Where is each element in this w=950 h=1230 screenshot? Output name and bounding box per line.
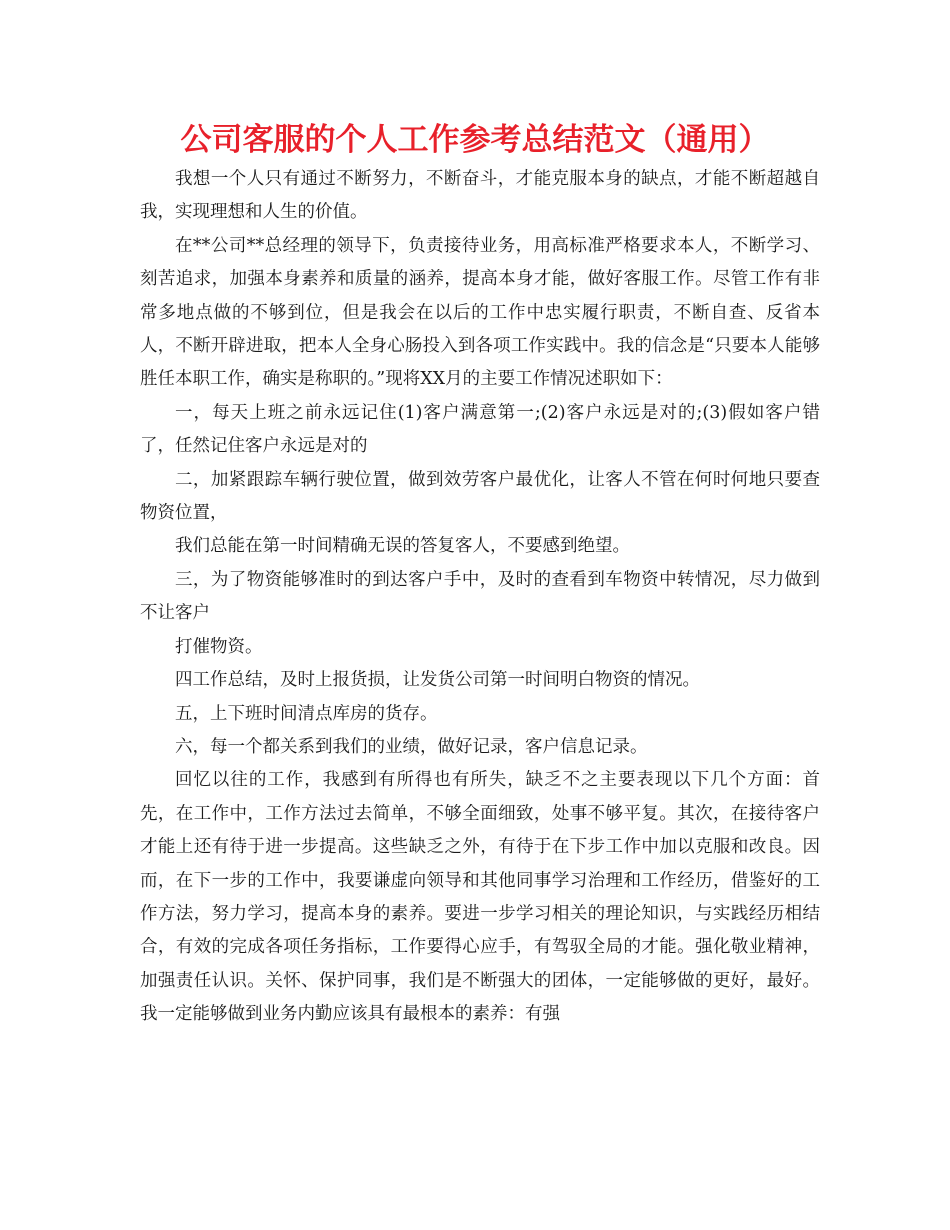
document-title: 公司客服的个人工作参考总结范文（通用） [180, 122, 770, 158]
paragraph: 四工作总结，及时上报货损，让发货公司第一时间明白物资的情况。 [175, 670, 700, 691]
paragraph: 二，加紧跟踪车辆行驶位置，做到效劳客户最优化，让客人不管在何时何地只要查物资位置， [140, 469, 820, 524]
paragraph: 在**公司**总经理的领导下，负责接待业务，用高标准严格要求本人，不断学习、刻苦追求，加强本身素养和质量的涵养，提高本身才能，做好客服工作。尽管工作有非常多地点做的不够到位，但是我会在以后的工作中忠实履行职责，不断自查、反省本人，不断开辟进取，把本人全身心肠投入到各项工作实践中。我的信念是“只要本人能够胜任本职工作，确实是称职的。”现将XX月的主要工作情况述职如下： [140, 235, 820, 390]
paragraph: 打催物资。 [175, 636, 263, 657]
document-body [140, 163, 820, 1032]
paragraph: 一，每天上班之前永远记住(1)客户满意第一;(2)客户永远是对的;(3)假如客户错了，任然记住客户永远是对的 [140, 402, 820, 457]
paragraph: 我想一个人只有通过不断努力，不断奋斗，才能克服本身的缺点，才能不断超越自我，实现理想和人生的价值。 [140, 169, 820, 223]
paragraph: 我们总能在第一时间精确无误的答复客人，不要感到绝望。 [175, 536, 630, 557]
paragraph: 回忆以往的工作，我感到有所得也有所失，缺乏不之主要表现以下几个方面：首先，在工作中，工作方法过去简单，不够全面细致，处事不够平复。其次，在接待客户才能上还有待于进一步提高。这些缺乏之外，有待于在下步工作中加以克服和改良。因而，在下一步的工作中，我要谦虚向领导和其他同事学习治理和工作经历，借鉴好的工作方法，努力学习，提高本身的素养。要进一步学习相关的理论知识，与实践经历相结合，有效的完成各项任务指标，工作要得心应手，有驾驭全局的才能。强化敬业精神，加强责任认识。关怀、保护同事，我们是不断强大的团体，一定能够做的更好，最好。我一定能够做到业务内勤应该具有最根本的素养：有强 [140, 770, 820, 1025]
paragraph: 五，上下班时间清点库房的货存。 [175, 703, 438, 724]
paragraph: 三，为了物资能够准时的到达客户手中，及时的查看到车物资中转情况，尽力做到不让客户 [140, 569, 820, 624]
paragraph: 六，每一个都关系到我们的业绩，做好记录，客户信息记录。 [175, 736, 648, 757]
